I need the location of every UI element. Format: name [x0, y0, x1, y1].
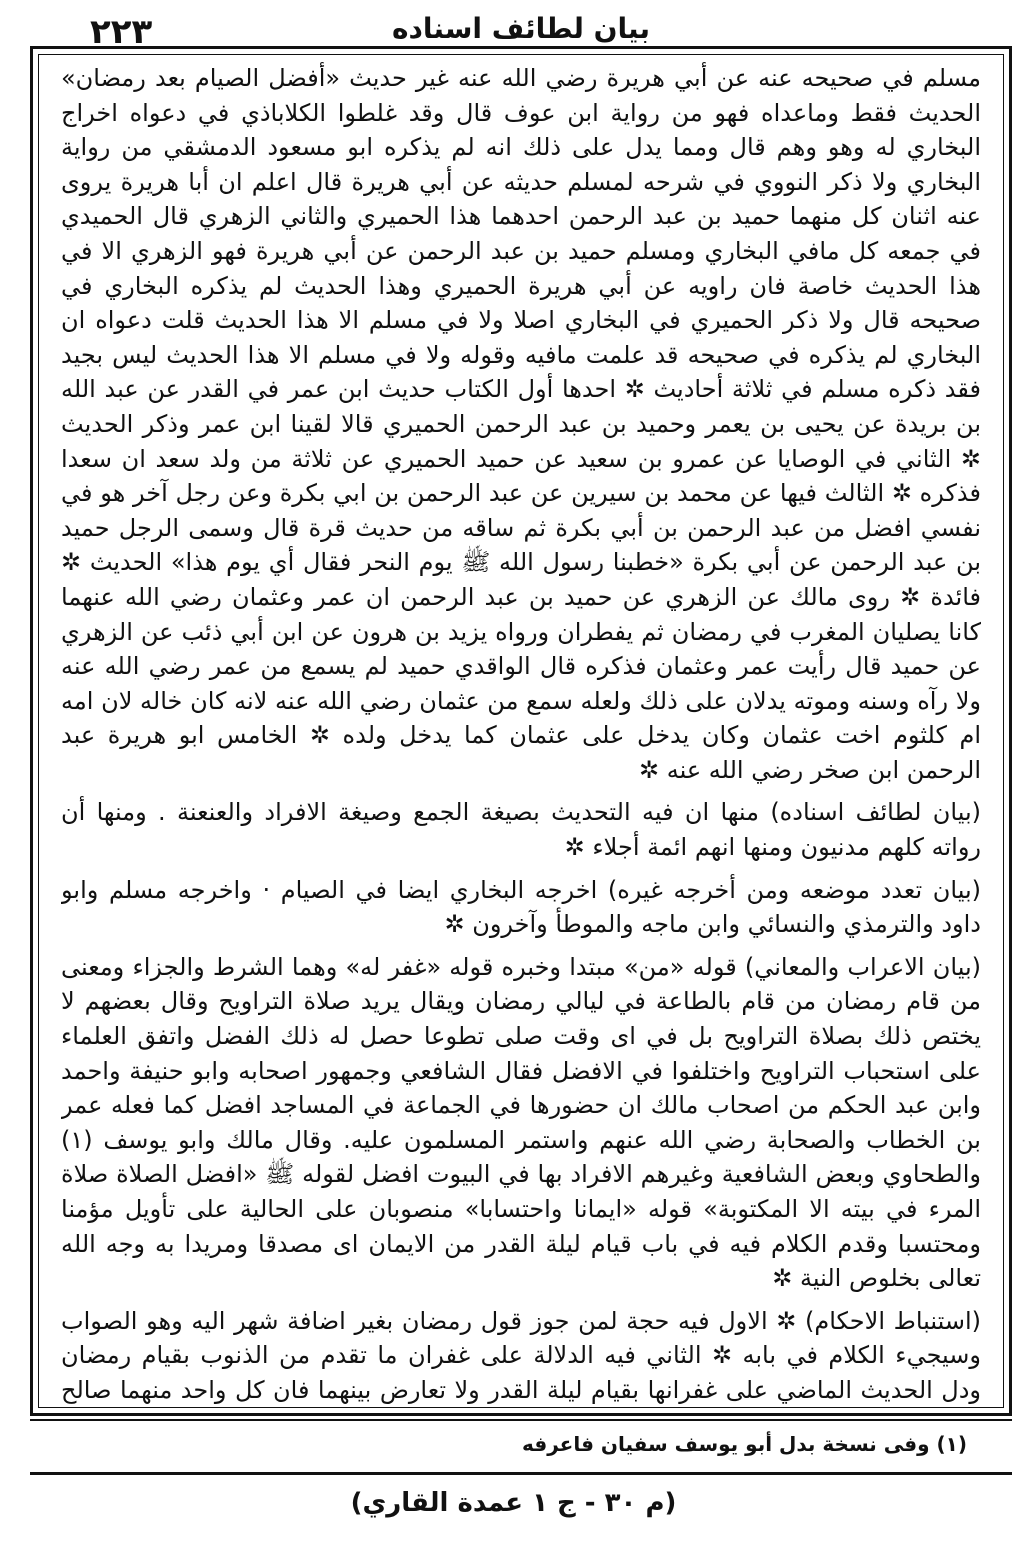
- printer-signature: (م ٣٠ - ج ١ عمدة القاري): [350, 1488, 677, 1518]
- page-number: ٢٢٣: [90, 12, 153, 52]
- signature-divider: [30, 1472, 1012, 1475]
- text-frame: [30, 46, 1012, 1416]
- footnote: (١) وفى نسخة بدل أبو يوسف سفيان فاعرفه: [521, 1432, 967, 1456]
- paragraph-grammar-meanings: (بيان الاعراب والمعاني) قوله «من» مبتدا وخبره قوله «غفر له» وهما الشرط والجزاء ومعنى من قام رمضان من قام بالطاعة في ليالي رمضان ويقال يريد صلاة التراويح وقال بعضهم لا يختص ذلك بصلاة التراويح بل في اى وقت صلى تطوعا حصل له ذلك الفضل واتفق العلماء على استحباب التراويح واختلفوا في الافضل فقال الشافعي وجمهور اصحابه وابو حنيفة واحمد وابن عبد الحكم من اصحاب مالك ان حضورها في الجماعة في المساجد افضل كما فعله عمر بن الخطاب والصحابة رضي الله عنهم واستمر المسلمون عليه. وقال مالك وابو يوسف (١) والطحاوي وبعض الشافعية وغيرهم الافراد بها في البيوت افضل لقوله ﷺ «افضل الصلاة صلاة المرء في بيته الا المكتوبة» قوله «ايمانا واحتسابا» منصوبان على الحالية على تأويل مؤمنا ومحتسبا وقدم الكلام فيه في باب قيام ليلة القدر من الايمان اى مصدقا ومريدا به وجه الله تعالى بخلوص النية ✲: [61, 952, 981, 1293]
- page-header: [30, 8, 1012, 52]
- running-title: بيان لطائف اسناده: [392, 12, 650, 45]
- paragraph-rulings: (استنباط الاحكام) ✲ الاول فيه حجة لمن جوز قول رمضان بغير اضافة شهر اليه وهو الصواب وسيجيء الكلام في بابه ✲ الثاني فيه الدلالة على غفران ما تقدم من الذنوب بقيام رمضان ودل الحديث الماضي على غفرانها بقيام ليلة القدر ولا تعارض بينهما فان كل واحد منهما صالح: [61, 1306, 981, 1404]
- paragraph-other-narrations: (بيان تعدد موضعه ومن أخرجه غيره) اخرجه البخاري ايضا في الصيام · واخرجه مسلم وابو داود والترمذي والنسائي وابن ماجه والموطأ وآخرون ✲: [61, 875, 981, 939]
- paragraph-isnad-subtleties: (بيان لطائف اسناده) منها ان فيه التحديث بصيغة الجمع وصيغة الافراد والعنعنة . ومنها أن رواته كلهم مدنيون ومنها انهم ائمة أجلاء ✲: [61, 798, 981, 862]
- main-text: [61, 61, 981, 1405]
- paragraph-narrators: مسلم في صحيحه عنه عن أبي هريرة رضي الله عنه غير حديث «أفضل الصيام بعد رمضان» الحديث فقط وماعداه فهو من رواية ابن عوف قال وقد غلطوا الكلاباذي في دعواه اخراج البخاري له وهو وهم قال ومما يدل على ذلك انه لم يذكره ابو مسعود الدمشقي من رواية البخاري ولا ذكر النووي في شرحه لمسلم حديثه عن أبي هريرة قال اعلم ان أبا هريرة يروى عنه اثنان كل منهما حميد بن عبد الرحمن احدهما هذا الحميري والثاني الزهري قال الحميدي في جمعه كل مافي البخاري ومسلم حميد بن عبد الرحمن عن أبي هريرة فهو الزهري الا في هذا الحديث خاصة فان راويه عن أبي هريرة الحميري وهذا الحديث لم يذكره البخاري في صحيحه قال ولا ذكر الحميري في البخاري اصلا ولا في مسلم الا هذا الحديث قلت دعواه ان البخاري لم يذكره في صحيحه قد علمت مافيه وقوله ولا في مسلم الا هذا الحديث ليس بجيد فقد ذكره مسلم في ثلاثة أحاديث ✲ احدها أول الكتاب حديث ابن عمر في القدر عن عبد الله بن بريدة عن يحيى بن يعمر وحميد بن عبد الرحمن الحميري قالا لقينا ابن عمر وذكر الحديث ✲ الثاني في الوصايا عن عمرو بن سعيد عن حميد الحميري عن ثلاثة من ولد سعد ان سعدا فذكره ✲ الثالث فيها عن محمد بن سيرين عن عبد الرحمن بن ابي بكرة وعن رجل آخر هو في نفسي افضل من عبد الرحمن بن أبي بكرة ثم ساقه من حديث قرة قال وسمى الرجل حميد بن عبد الرحمن عن أبي بكرة «خطبنا رسول الله ﷺ يوم النحر فقال أي يوم هذا» الحديث ✲ فائدة ✲ روى مالك عن الزهري عن حميد بن عبد الرحمن ان عمر وعثمان رضي الله عنهما كانا يصليان المغرب في رمضان ثم يفطران ورواه يزيد بن هرون عن ابن أبي ذئب عن الزهري عن حميد قال رأيت عمر وعثمان فذكره قال الواقدي حميد لم يسمع من عمر رضي الله عنه ولا رآه وسنه وموته يدلان على ذلك ولعله سمع من عثمان رضي الله عنه لانه كان خاله لان امه ام كلثوم اخت عثمان وكان يدخل على عثمان كما يدخل ولده ✲ الخامس ابو هريرة عبد الرحمن ابن صخر رضي الله عنه ✲: [61, 64, 981, 784]
- footnote-divider: [30, 1419, 1012, 1421]
